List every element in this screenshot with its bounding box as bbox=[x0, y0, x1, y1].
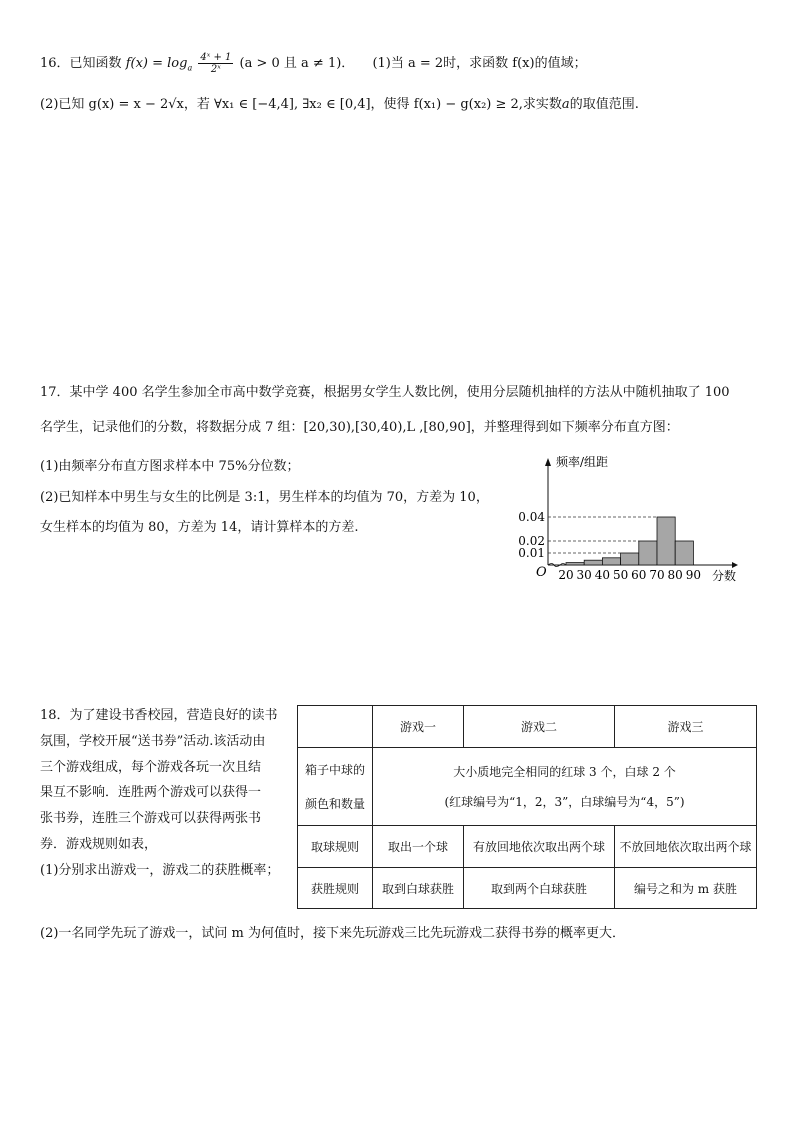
table-rule-game2: 有放回地依次取出两个球 bbox=[464, 826, 615, 868]
table-header-game3: 游戏三 bbox=[615, 706, 757, 748]
q16-function bbox=[126, 56, 193, 71]
q17-part2-b: 女生样本的均值为 80，方差为 14，请计算样本的方差. bbox=[40, 520, 359, 535]
q16-log-base: a bbox=[187, 63, 193, 73]
q16-line2 bbox=[40, 93, 639, 112]
histogram-bar bbox=[621, 553, 639, 565]
table-balls-label-2: 颜色和数量 bbox=[304, 796, 365, 811]
q16-frac-den: 2ˣ bbox=[210, 64, 221, 75]
q18-line-3: 三个游戏组成，每个游戏各玩一次且结 bbox=[40, 759, 262, 775]
q18-line-6: 券．游戏规则如表， bbox=[40, 836, 158, 852]
table-row-balls bbox=[298, 748, 757, 826]
table-header-empty bbox=[298, 706, 373, 748]
q16-frac-num: 4ˣ + 1 bbox=[200, 52, 232, 63]
y-tick-label: 0.02 bbox=[518, 534, 545, 548]
x-tick-label: 80 bbox=[667, 568, 683, 582]
q18-line-4: 果互不影响．连胜两个游戏可以获得一 bbox=[40, 785, 262, 801]
frequency-histogram bbox=[500, 450, 760, 590]
x-tick-label: 20 bbox=[558, 568, 574, 582]
q17-line1: 17．某中学 400 名学生参加全市高中数学竞赛，根据男女学生人数比例，使用分层随机抽样的方法从中随机抽取了 100 bbox=[40, 385, 730, 400]
q16-part1: (1)当 a = 2时，求函数 f(x)的值域； bbox=[372, 56, 587, 71]
table-row-win bbox=[298, 868, 757, 909]
y-axis-arrow bbox=[545, 458, 551, 466]
table-row-rule bbox=[298, 826, 757, 868]
q17-part2-a: (2)已知样本中男生与女生的比例是 3:1，男生样本的均值为 70，方差为 10， bbox=[40, 490, 489, 505]
histogram-bar bbox=[675, 541, 693, 565]
x-tick-label: 30 bbox=[576, 568, 592, 582]
table-balls-text-1: 大小质地完全相同的红球 3 个，白球 2 个 bbox=[453, 764, 676, 779]
table-header-game2: 游戏二 bbox=[464, 706, 615, 748]
q16-part2-b: 的取值范围. bbox=[569, 97, 639, 112]
q16-fx: f(x) = log bbox=[125, 56, 188, 71]
q18-line-1: 18．为了建设书香校园，营造良好的读书 bbox=[40, 708, 278, 723]
q18-text bbox=[40, 703, 290, 884]
q16-part2-a: (2)已知 g(x) = x − 2√x，若 ∀x₁ ∈ [−4,4], ∃x₂ ∈ [0,4]，使得 f(x₁) − g(x₂) ≥ 2,求实数 bbox=[40, 97, 562, 112]
table-rule-game3: 不放回地依次取出两个球 bbox=[615, 826, 757, 868]
table-balls-content bbox=[373, 748, 757, 826]
x-tick-label: 50 bbox=[612, 568, 629, 582]
x-tick-label: 60 bbox=[631, 568, 647, 582]
histogram-bar bbox=[584, 560, 602, 565]
x-tick-label: 40 bbox=[594, 568, 611, 582]
q18-line-5: 张书券，连胜三个游戏可以获得两张书 bbox=[40, 811, 262, 827]
histogram-bar bbox=[657, 517, 675, 565]
q16-prefix: 16．已知函数 bbox=[40, 56, 122, 71]
q16-line1 bbox=[40, 52, 587, 75]
table-win-game2: 取到两个白球获胜 bbox=[464, 868, 615, 909]
y-tick-label: 0.01 bbox=[518, 546, 545, 560]
y-axis-label: 频率/组距 bbox=[556, 455, 609, 469]
q16-part2-var: a bbox=[561, 97, 570, 112]
q16-condition: (a > 0 且 a ≠ 1)． bbox=[239, 56, 355, 71]
x-axis-label: 分数 bbox=[712, 569, 737, 583]
q17-part1: (1)由频率分布直方图求样本中 75%分位数； bbox=[40, 459, 300, 474]
x-tick-label: 90 bbox=[685, 568, 702, 582]
x-axis-arrow bbox=[732, 562, 738, 568]
table-balls-label bbox=[298, 748, 373, 826]
histogram-bar bbox=[602, 558, 620, 565]
origin-label: O bbox=[536, 565, 547, 580]
y-tick-label: 0.04 bbox=[518, 510, 545, 524]
game-rules-table bbox=[297, 705, 757, 909]
histogram-bar bbox=[566, 563, 584, 565]
x-tick-label: 70 bbox=[649, 568, 665, 582]
q16-fraction bbox=[198, 52, 233, 75]
q17-line2: 名学生，记录他们的分数，将数据分成 7 组：[20,30),[30,40),L ,[80,90]，并整理得到如下频率分布直方图： bbox=[40, 420, 679, 435]
table-rule-label: 取球规则 bbox=[298, 826, 373, 868]
table-win-game3: 编号之和为 m 获胜 bbox=[615, 868, 757, 909]
table-header-game1: 游戏一 bbox=[373, 706, 464, 748]
q18-part2: (2)一名同学先玩了游戏一，试问 m 为何值时，接下来先玩游戏三比先玩游戏二获得书券的概率更大． bbox=[40, 926, 626, 941]
table-balls-text-2: (红球编号为“1，2，3”，白球编号为“4，5”) bbox=[444, 794, 685, 809]
table-win-game1: 取到白球获胜 bbox=[373, 868, 464, 909]
q18-line-2: 氛围，学校开展“送书券”活动.该活动由 bbox=[40, 733, 266, 749]
table-rule-game1: 取出一个球 bbox=[373, 826, 464, 868]
table-win-label: 获胜规则 bbox=[298, 868, 373, 909]
table-balls-label-1: 箱子中球的 bbox=[304, 762, 365, 777]
table-header-row bbox=[298, 706, 757, 748]
q18-line-7: (1)分别求出游戏一，游戏二的获胜概率； bbox=[40, 862, 280, 878]
histogram-bar bbox=[639, 541, 657, 565]
